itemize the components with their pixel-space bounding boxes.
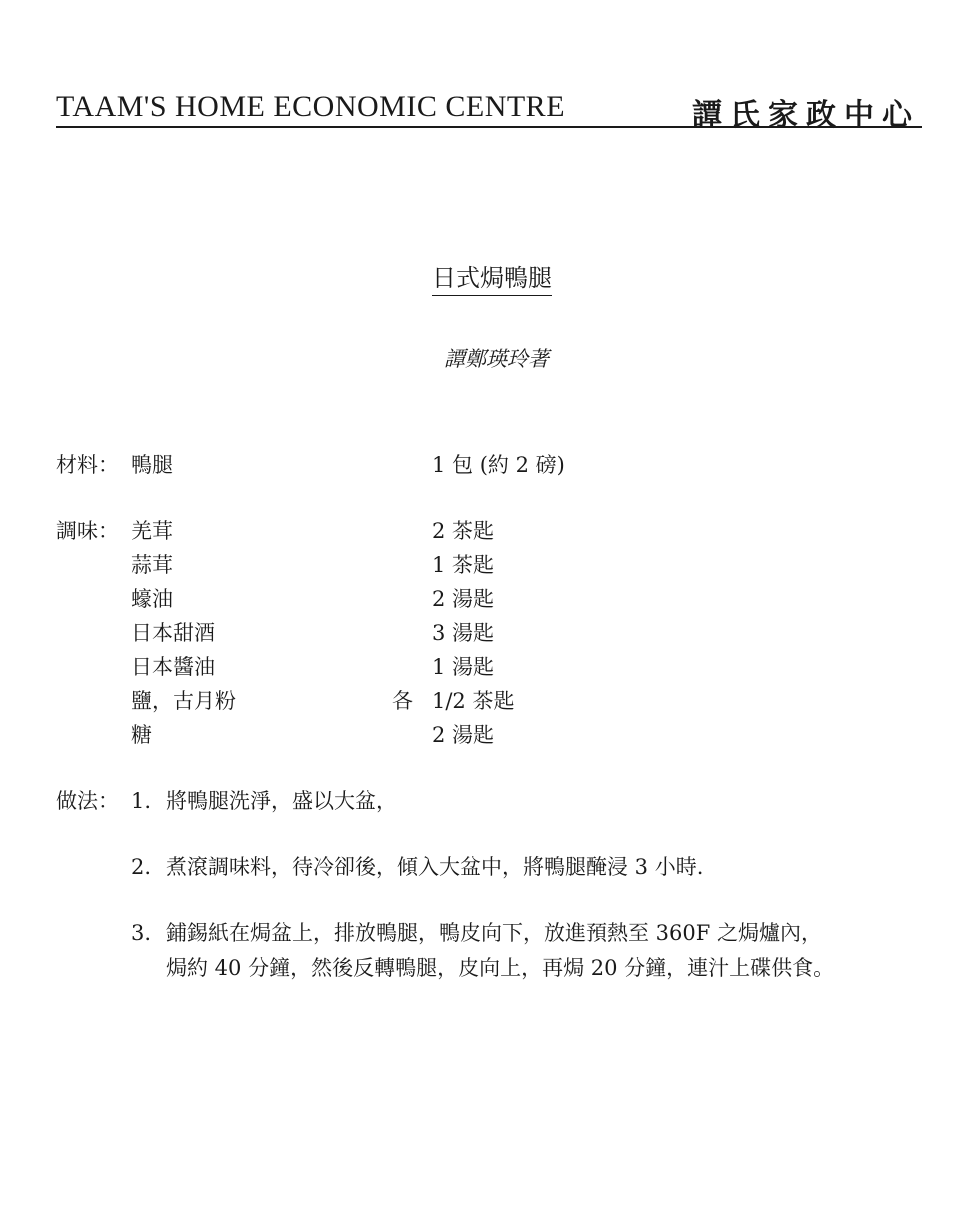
seasoning-name: 日本甜酒 — [131, 621, 215, 645]
ingredient-name: 鴨腿 — [131, 453, 173, 477]
step-text: 焗約 40 分鐘，然後反轉鴨腿，皮向上，再焗 20 分鐘，連汁上碟供食。 — [166, 956, 835, 980]
seasoning-qty: 1 茶匙 — [432, 553, 495, 577]
seasoning-prefix: 各 — [392, 689, 413, 713]
seasoning-qty: 3 湯匙 — [432, 621, 495, 645]
seasoning-qty: 1/2 茶匙 — [432, 689, 515, 713]
centre-name-english: TAAM'S HOME ECONOMIC CENTRE — [56, 90, 566, 123]
seasoning-name: 羌茸 — [131, 519, 173, 543]
seasoning-qty: 2 湯匙 — [432, 587, 495, 611]
step-number: 1. — [131, 789, 152, 813]
seasoning-name: 蠔油 — [131, 587, 173, 611]
seasoning-label: 調味： — [56, 519, 119, 543]
step-number: 3. — [131, 921, 152, 945]
ingredient-qty: 1 包 (約 2 磅) — [432, 453, 565, 477]
step-text: 煮滾調味料，待冷卻後，傾入大盆中，將鴨腿醃浸 3 小時. — [166, 855, 704, 879]
seasoning-qty: 2 茶匙 — [432, 519, 495, 543]
step-number: 2. — [131, 855, 152, 879]
centre-name-chinese: 譚氏家政中心 — [692, 98, 920, 133]
seasoning-qty: 2 湯匙 — [432, 723, 495, 747]
seasoning-name: 日本醬油 — [131, 655, 215, 679]
seasoning-name: 蒜茸 — [131, 553, 173, 577]
method-label: 做法： — [56, 789, 119, 813]
letterhead — [56, 88, 922, 133]
recipe-author: 譚鄭瑛玲著 — [444, 347, 549, 371]
seasoning-name: 鹽，古月粉 — [131, 689, 236, 713]
step-text: 鋪錫紙在焗盆上，排放鴨腿，鴨皮向下，放進預熱至 360F 之焗爐內， — [166, 921, 823, 945]
step-text: 將鴨腿洗淨，盛以大盆， — [166, 789, 397, 813]
materials-label: 材料： — [56, 453, 119, 477]
recipe-title: 日式焗鴨腿 — [432, 258, 552, 296]
seasoning-qty: 1 湯匙 — [432, 655, 495, 679]
seasoning-name: 糖 — [131, 723, 152, 747]
